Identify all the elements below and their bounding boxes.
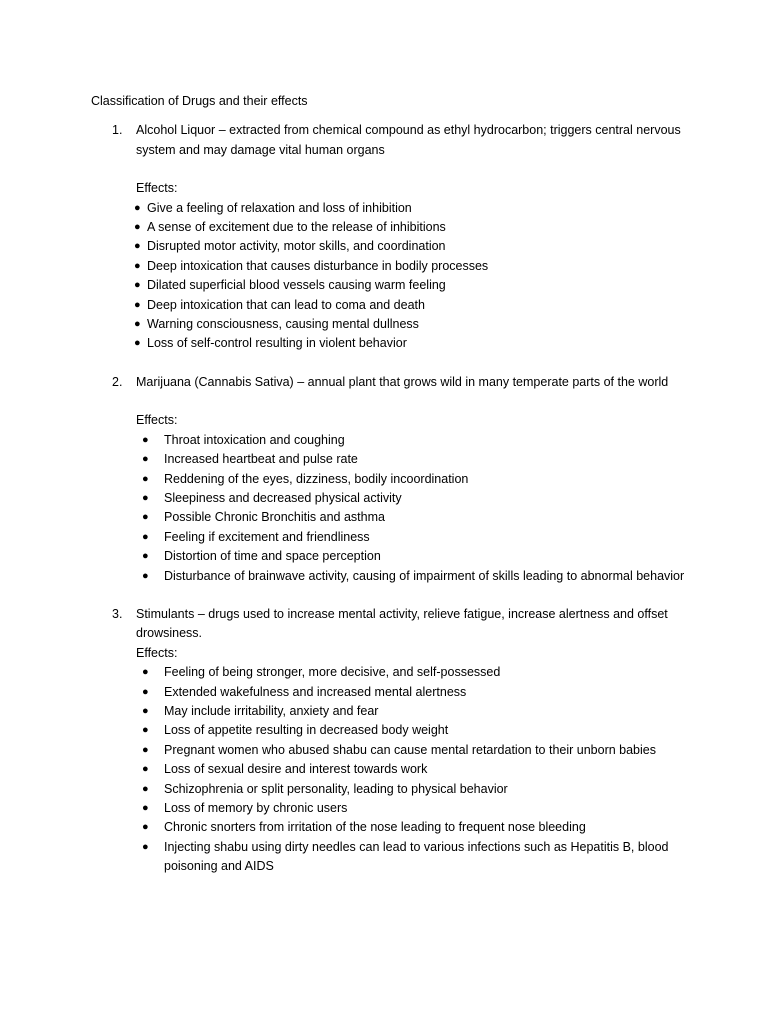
bullet-icon: ●	[134, 259, 141, 272]
bullet-icon: ●	[142, 472, 149, 485]
section-stimulants	[91, 605, 708, 877]
list-item	[136, 315, 708, 334]
list-item-text: Pregnant women who abused shabu can cause mental retardation to their unborn babies	[164, 742, 656, 757]
list-item	[136, 296, 708, 315]
list-item-text: Chronic snorters from irritation of the nose leading to frequent nose bleeding	[164, 820, 586, 835]
list-item-text: Extended wakefulness and increased mental alertness	[164, 684, 467, 699]
list-item-text: Give a feeling of relaxation and loss of inhibition	[147, 200, 412, 215]
bullet-icon: ●	[134, 318, 141, 331]
list-item-text: Loss of memory by chronic users	[164, 801, 348, 815]
list-item	[136, 450, 708, 469]
list-item	[136, 508, 708, 527]
list-item-text: Schizophrenia or split personality, leading to physical behavior	[164, 781, 508, 796]
list-item-text: Reddening of the eyes, dizziness, bodily incoordination	[164, 471, 469, 486]
list-item-text: Deep intoxication that can lead to coma and death	[147, 297, 425, 312]
list-item	[136, 799, 708, 818]
bullet-icon: ●	[142, 840, 149, 853]
document-title: Classification of Drugs and their effects	[91, 94, 308, 108]
section-number: 1.	[112, 123, 123, 138]
section-marijuana	[91, 373, 708, 586]
list-item	[136, 489, 708, 508]
list-item	[136, 702, 708, 721]
list-item-text: Throat intoxication and coughing	[164, 432, 345, 447]
bullet-icon: ●	[142, 491, 149, 504]
list-item-text: Disturbance of brainwave activity, causing of impairment of skills leading to abnormal behavior	[164, 568, 685, 583]
list-item-text: May include irritability, anxiety and fear	[164, 703, 379, 718]
list-item	[136, 528, 708, 547]
effects-label: Effects:	[136, 181, 178, 196]
list-item	[136, 218, 708, 237]
section-number: 2.	[112, 374, 123, 389]
list-item	[136, 683, 708, 702]
list-item	[136, 663, 708, 682]
list-item	[136, 334, 708, 353]
bullet-icon: ●	[142, 724, 149, 737]
list-item-text: A sense of excitement due to the release of inhibitions	[147, 220, 446, 235]
list-item-text: Possible Chronic Bronchitis and asthma	[164, 510, 385, 525]
list-item-text: Feeling if excitement and friendliness	[164, 529, 370, 544]
list-item-text: Loss of appetite resulting in decreased body weight	[164, 723, 449, 738]
list-item-text: Loss of self-control resulting in violent behavior	[147, 336, 407, 351]
section-heading: Alcohol Liquor – extracted from chemical compound as ethyl hydrocarbon; triggers central nervous system and may damage vital human organs	[136, 123, 681, 157]
effects-list	[136, 431, 708, 586]
list-item	[136, 237, 708, 256]
effects-label: Effects:	[136, 645, 178, 660]
list-item-text: Disrupted motor activity, motor skills, and coordination	[147, 239, 446, 254]
section-alcohol	[91, 121, 708, 353]
list-item-text: Increased heartbeat and pulse rate	[164, 452, 358, 467]
list-item-text: Loss of sexual desire and interest towards work	[164, 762, 428, 777]
list-item	[136, 431, 708, 450]
bullet-icon: ●	[142, 821, 149, 834]
list-item-text: Feeling of being stronger, more decisive, and self-possessed	[164, 665, 501, 680]
list-item	[136, 470, 708, 489]
bullet-icon: ●	[134, 298, 141, 311]
bullet-icon: ●	[142, 453, 149, 466]
bullet-icon: ●	[142, 511, 149, 524]
section-heading: Stimulants – drugs used to increase mental activity, relieve fatigue, increase alertness and offset drowsiness.	[136, 606, 668, 641]
bullet-icon: ●	[142, 782, 149, 795]
spacer	[136, 160, 708, 179]
list-item-text: Deep intoxication that causes disturbance in bodily processes	[147, 258, 489, 273]
bullet-icon: ●	[134, 240, 141, 253]
list-item	[136, 199, 708, 218]
list-item-text: Warning consciousness, causing mental dullness	[147, 317, 419, 332]
bullet-icon: ●	[142, 743, 149, 756]
bullet-icon: ●	[134, 201, 141, 214]
section-number: 3.	[112, 606, 123, 621]
list-item	[136, 257, 708, 276]
list-item-text: Distortion of time and space perception	[164, 549, 381, 564]
list-item	[136, 741, 708, 760]
list-item-text: Injecting shabu using dirty needles can lead to various infections such as Hepatitis B, blood poisoning and AIDS	[164, 839, 669, 874]
list-item	[136, 721, 708, 740]
bullet-icon: ●	[142, 569, 149, 582]
bullet-icon: ●	[142, 802, 149, 814]
list-item-text: Sleepiness and decreased physical activity	[164, 490, 402, 505]
bullet-icon: ●	[134, 337, 141, 350]
list-item	[136, 780, 708, 799]
bullet-icon: ●	[142, 530, 149, 543]
list-item	[136, 838, 708, 877]
bullet-icon: ●	[142, 685, 149, 698]
effects-list	[136, 663, 708, 876]
list-item	[136, 818, 708, 837]
section-heading: Marijuana (Cannabis Sativa) – annual plant that grows wild in many temperate parts of the world	[136, 374, 669, 389]
bullet-icon: ●	[142, 763, 149, 776]
effects-list	[136, 199, 708, 354]
list-item	[136, 547, 708, 566]
bullet-icon: ●	[142, 550, 149, 563]
bullet-icon: ●	[142, 704, 149, 717]
list-item-text: Dilated superficial blood vessels causing warm feeling	[147, 278, 446, 293]
bullet-icon: ●	[134, 221, 141, 234]
effects-label: Effects:	[136, 413, 178, 428]
bullet-icon: ●	[134, 279, 141, 292]
spacer	[136, 392, 708, 411]
bullet-icon: ●	[142, 433, 149, 446]
bullet-icon: ●	[142, 666, 149, 679]
list-item	[136, 276, 708, 295]
list-item	[136, 760, 708, 779]
list-item	[136, 567, 708, 586]
